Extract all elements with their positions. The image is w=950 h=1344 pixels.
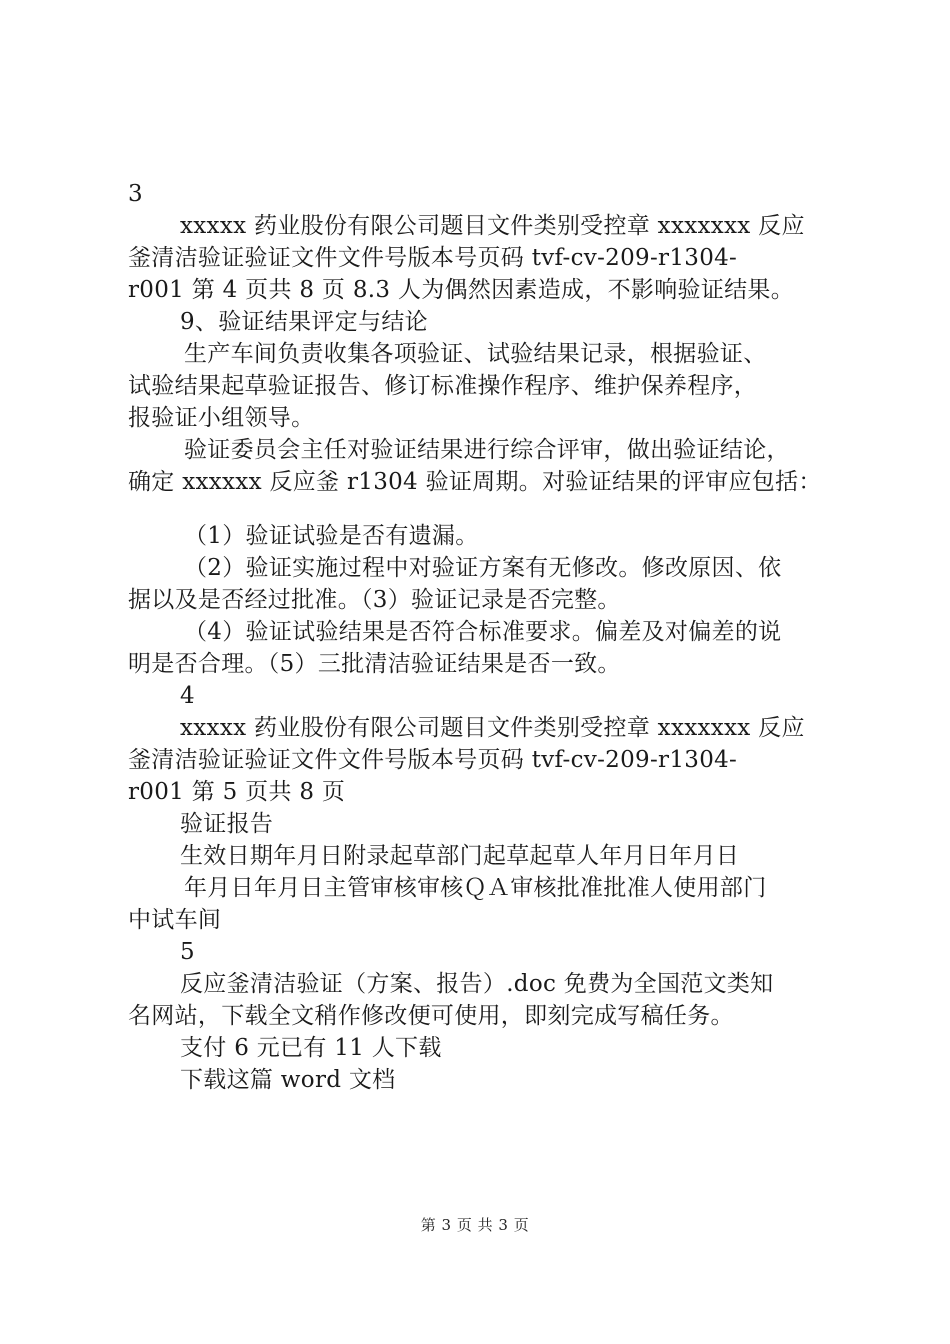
download-price-text: 支付 6 元已有 11 人下载 xyxy=(180,1035,442,1061)
paragraph-line: r001 第 5 页共 8 页 xyxy=(128,779,346,805)
paragraph-line: r001 第 4 页共 8 页 8.3 人为偶然因素造成，不影响验证结果。 xyxy=(128,277,795,303)
page-footer: 第 3 页 共 3 页 xyxy=(420,1216,530,1234)
paragraph-line: 釜清洁验证验证文件文件号版本号页码 tvf-cv-209-r1304- xyxy=(128,747,738,773)
paragraph-line: 名网站，下载全文稍作修改便可使用，即刻完成写稿任务。 xyxy=(128,1003,734,1029)
paragraph-line: 试验结果起草验证报告、修订标准操作程序、维护保养程序， xyxy=(128,373,758,399)
paragraph-line: xxxxx 药业股份有限公司题目文件类别受控章 xxxxxxx 反应 xyxy=(180,715,805,741)
page-marker-3: 3 xyxy=(128,181,143,207)
spacer xyxy=(128,498,828,520)
paragraph-line: 反应釜清洁验证（方案、报告）.doc 免费为全国范文类知 xyxy=(180,971,774,997)
paragraph-line: 明是否合理。（5）三批清洁验证结果是否一致。 xyxy=(128,651,621,677)
list-item: （1）验证试验是否有遗漏。 xyxy=(184,523,479,549)
list-item: （4）验证试验结果是否符合标准要求。偏差及对偏差的说 xyxy=(184,619,782,645)
page-marker-4: 4 xyxy=(180,683,195,709)
section-heading: 9、验证结果评定与结论 xyxy=(180,309,428,335)
paragraph-line: 年月日年月日主管审核审核ＱＡ审核批准批准人使用部门 xyxy=(184,875,767,901)
paragraph-line: 确定 xxxxxx 反应釜 r1304 验证周期。对验证结果的评审应包括： xyxy=(128,469,822,495)
paragraph-line: xxxxx 药业股份有限公司题目文件类别受控章 xxxxxxx 反应 xyxy=(180,213,805,239)
document-body xyxy=(128,178,828,1096)
paragraph-line: 中试车间 xyxy=(128,907,222,933)
download-word-link[interactable]: 下载这篇 word 文档 xyxy=(180,1067,396,1093)
paragraph-line: 生效日期年月日附录起草部门起草起草人年月日年月日 xyxy=(180,843,740,869)
paragraph-line: 验证委员会主任对验证结果进行综合评审，做出验证结论， xyxy=(184,437,790,463)
page-marker-5: 5 xyxy=(180,939,195,965)
paragraph-line: 报验证小组领导。 xyxy=(128,405,315,431)
section-heading: 验证报告 xyxy=(180,811,274,837)
paragraph-line: 据以及是否经过批准。（3）验证记录是否完整。 xyxy=(128,587,621,613)
list-item: （2）验证实施过程中对验证方案有无修改。修改原因、依 xyxy=(184,555,782,581)
paragraph-line: 生产车间负责收集各项验证、试验结果记录，根据验证、 xyxy=(184,341,767,367)
paragraph-line: 釜清洁验证验证文件文件号版本号页码 tvf-cv-209-r1304- xyxy=(128,245,738,271)
